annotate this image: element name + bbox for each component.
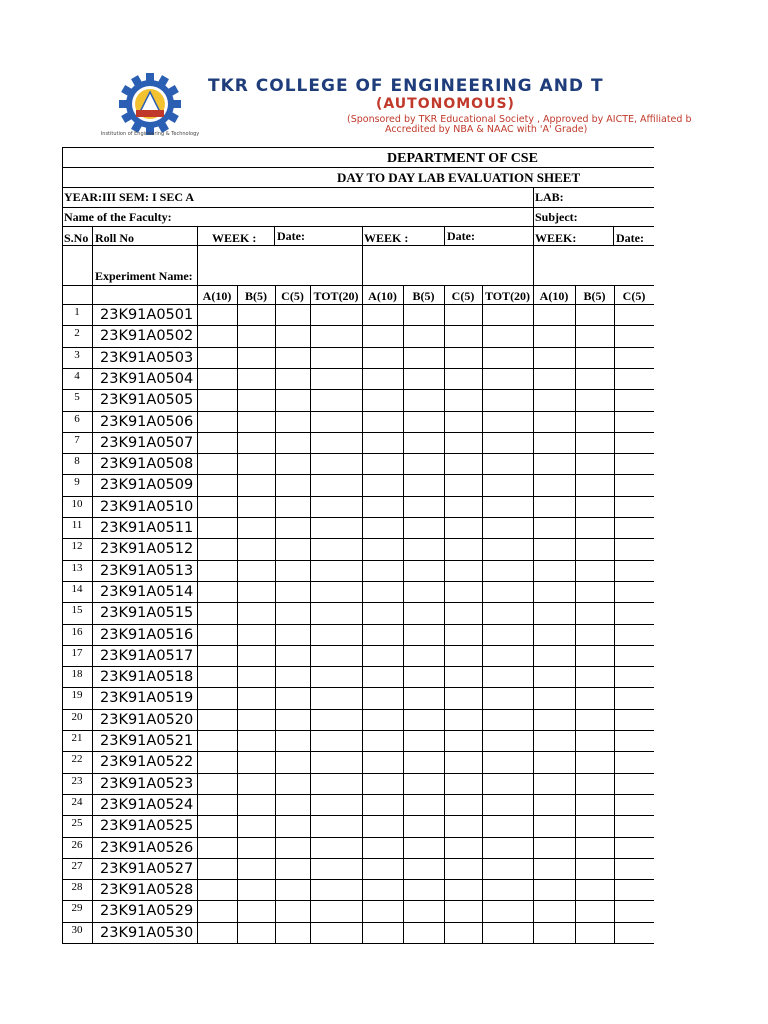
table-rule	[613, 226, 614, 245]
row-serial-number: 25	[71, 817, 83, 829]
table-rule	[310, 285, 311, 943]
roll-number: 23K91A0505	[100, 392, 194, 408]
sheet-title: DAY TO DAY LAB EVALUATION SHEET	[337, 170, 581, 185]
table-rule	[62, 751, 654, 752]
table-rule	[444, 285, 445, 943]
table-rule	[362, 285, 363, 943]
roll-number: 23K91A0522	[100, 754, 194, 770]
date-3-label: Date:	[616, 231, 644, 245]
row-serial-number: 28	[71, 881, 83, 893]
marks-column-header: TOT(20)	[484, 289, 531, 303]
row-serial-number: 15	[71, 604, 83, 616]
row-serial-number: 7	[74, 434, 80, 446]
row-serial-number: 18	[71, 668, 83, 680]
roll-number: 23K91A0518	[100, 669, 194, 685]
row-serial-number: 4	[74, 370, 80, 382]
table-rule	[62, 645, 654, 646]
week-2-label: WEEK :	[364, 231, 409, 245]
table-rule	[533, 187, 534, 226]
roll-number: 23K91A0525	[100, 818, 194, 834]
row-serial-number: 3	[74, 349, 80, 361]
table-rule	[533, 285, 534, 943]
row-serial-number: 21	[71, 732, 83, 744]
table-rule	[62, 538, 654, 539]
roll-number: 23K91A0526	[100, 840, 194, 856]
department-title: DEPARTMENT OF CSE	[387, 151, 538, 166]
experiment-name-label: Experiment Name:	[95, 269, 193, 283]
table-rule	[62, 943, 654, 944]
table-rule	[62, 147, 654, 148]
accreditation-line: Accredited by NBA & NAAC with 'A' Grade)	[385, 124, 588, 135]
table-rule	[62, 226, 654, 227]
table-rule	[575, 285, 576, 943]
lab-label: LAB:	[535, 190, 564, 204]
row-serial-number: 23	[71, 775, 83, 787]
subject-label: Subject:	[535, 210, 578, 224]
row-serial-number: 13	[71, 562, 83, 574]
marks-column-header: A(10)	[202, 289, 232, 303]
row-serial-number: 29	[71, 902, 83, 914]
row-serial-number: 10	[71, 498, 83, 510]
roll-number: 23K91A0504	[100, 371, 194, 387]
faculty-label: Name of the Faculty:	[64, 210, 172, 224]
table-rule	[197, 285, 198, 943]
roll-number: 23K91A0516	[100, 627, 194, 643]
table-rule	[62, 858, 654, 859]
roll-number: 23K91A0530	[100, 925, 194, 941]
marks-column-header: B(5)	[583, 289, 606, 303]
roll-number: 23K91A0503	[100, 350, 194, 366]
rollno-header: Roll No	[95, 231, 134, 245]
roll-number: 23K91A0507	[100, 435, 194, 451]
roll-number: 23K91A0528	[100, 882, 194, 898]
row-serial-number: 11	[71, 519, 83, 531]
table-rule	[62, 922, 654, 923]
table-rule	[237, 285, 238, 943]
table-rule	[62, 560, 654, 561]
roll-number: 23K91A0513	[100, 563, 194, 579]
roll-number: 23K91A0519	[100, 690, 194, 706]
table-rule	[403, 285, 404, 943]
table-rule	[62, 687, 654, 688]
table-rule	[62, 496, 654, 497]
row-serial-number: 30	[71, 924, 83, 936]
table-rule	[62, 709, 654, 710]
row-serial-number: 6	[74, 413, 80, 425]
marks-column-header: A(10)	[368, 289, 397, 303]
table-rule	[62, 624, 654, 625]
table-rule	[62, 794, 654, 795]
week-1-label: WEEK :	[212, 231, 257, 245]
table-rule	[62, 432, 654, 433]
table-rule	[62, 837, 654, 838]
row-serial-number: 19	[71, 689, 83, 701]
table-rule	[62, 474, 654, 475]
table-rule	[62, 666, 654, 667]
table-rule	[62, 411, 654, 412]
roll-number: 23K91A0506	[100, 414, 194, 430]
roll-number: 23K91A0511	[100, 520, 194, 536]
table-rule	[62, 285, 654, 286]
sno-header: S.No	[64, 231, 89, 245]
roll-number: 23K91A0529	[100, 903, 194, 919]
table-rule	[62, 167, 654, 168]
row-serial-number: 8	[74, 455, 80, 467]
roll-number: 23K91A0524	[100, 797, 194, 813]
row-serial-number: 17	[71, 647, 83, 659]
week-3-label: WEEK:	[535, 231, 577, 245]
roll-number: 23K91A0520	[100, 712, 194, 728]
row-serial-number: 16	[71, 626, 83, 638]
table-rule	[62, 773, 654, 774]
roll-number: 23K91A0515	[100, 605, 194, 621]
table-rule	[614, 285, 615, 943]
marks-column-header: C(5)	[281, 289, 304, 303]
table-rule	[62, 187, 654, 188]
table-rule	[62, 879, 654, 880]
autonomous-label: (AUTONOMOUS)	[376, 96, 515, 112]
roll-number: 23K91A0517	[100, 648, 194, 664]
row-serial-number: 12	[71, 540, 83, 552]
roll-number: 23K91A0512	[100, 541, 194, 557]
table-rule	[62, 453, 654, 454]
row-serial-number: 2	[74, 327, 80, 339]
table-rule	[62, 900, 654, 901]
table-rule	[62, 517, 654, 518]
table-rule	[62, 304, 654, 305]
date-1-label: Date:	[277, 229, 305, 243]
marks-column-header: B(5)	[245, 289, 267, 303]
roll-number: 23K91A0509	[100, 477, 194, 493]
row-serial-number: 20	[71, 711, 83, 723]
table-rule	[62, 581, 654, 582]
table-rule	[275, 285, 276, 943]
college-logo-icon	[100, 72, 200, 140]
marks-column-header: B(5)	[412, 289, 435, 303]
roll-number: 23K91A0502	[100, 328, 194, 344]
marks-column-header: C(5)	[451, 289, 475, 303]
table-rule	[62, 815, 654, 816]
table-rule	[62, 602, 654, 603]
marks-column-header: TOT(20)	[313, 289, 359, 303]
row-serial-number: 26	[71, 839, 83, 851]
table-rule	[62, 207, 654, 208]
college-header	[0, 0, 768, 145]
row-serial-number: 1	[74, 306, 80, 318]
table-rule	[62, 730, 654, 731]
roll-number: 23K91A0510	[100, 499, 194, 515]
table-rule	[62, 245, 654, 246]
marks-column-header: C(5)	[622, 289, 646, 303]
roll-number: 23K91A0508	[100, 456, 194, 472]
table-rule	[62, 389, 654, 390]
roll-number: 23K91A0523	[100, 776, 194, 792]
roll-number: 23K91A0501	[100, 307, 194, 323]
table-rule	[444, 226, 445, 245]
row-serial-number: 22	[71, 753, 83, 765]
svg-text:Institution of Engineering & T: Institution of Engineering & Technology	[100, 131, 200, 137]
marks-column-header: A(10)	[539, 289, 569, 303]
roll-number: 23K91A0514	[100, 584, 194, 600]
row-serial-number: 9	[74, 476, 80, 488]
table-rule	[274, 226, 275, 245]
sponsor-line: (Sponsored by TKR Educational Society , Approved by AICTE, Affiliated b	[347, 114, 692, 125]
table-rule	[62, 347, 654, 348]
year-sem-section: YEAR:III SEM: I SEC A	[64, 190, 195, 204]
college-name: TKR COLLEGE OF ENGINEERING AND T	[208, 76, 604, 96]
row-serial-number: 5	[74, 391, 80, 403]
row-serial-number: 27	[71, 860, 83, 872]
row-serial-number: 14	[71, 583, 83, 595]
row-serial-number: 24	[71, 796, 83, 808]
table-rule	[92, 226, 93, 943]
date-2-label: Date:	[447, 229, 475, 243]
roll-number: 23K91A0527	[100, 861, 194, 877]
table-rule	[62, 325, 654, 326]
table-rule	[482, 285, 483, 943]
roll-number: 23K91A0521	[100, 733, 194, 749]
table-rule	[62, 368, 654, 369]
